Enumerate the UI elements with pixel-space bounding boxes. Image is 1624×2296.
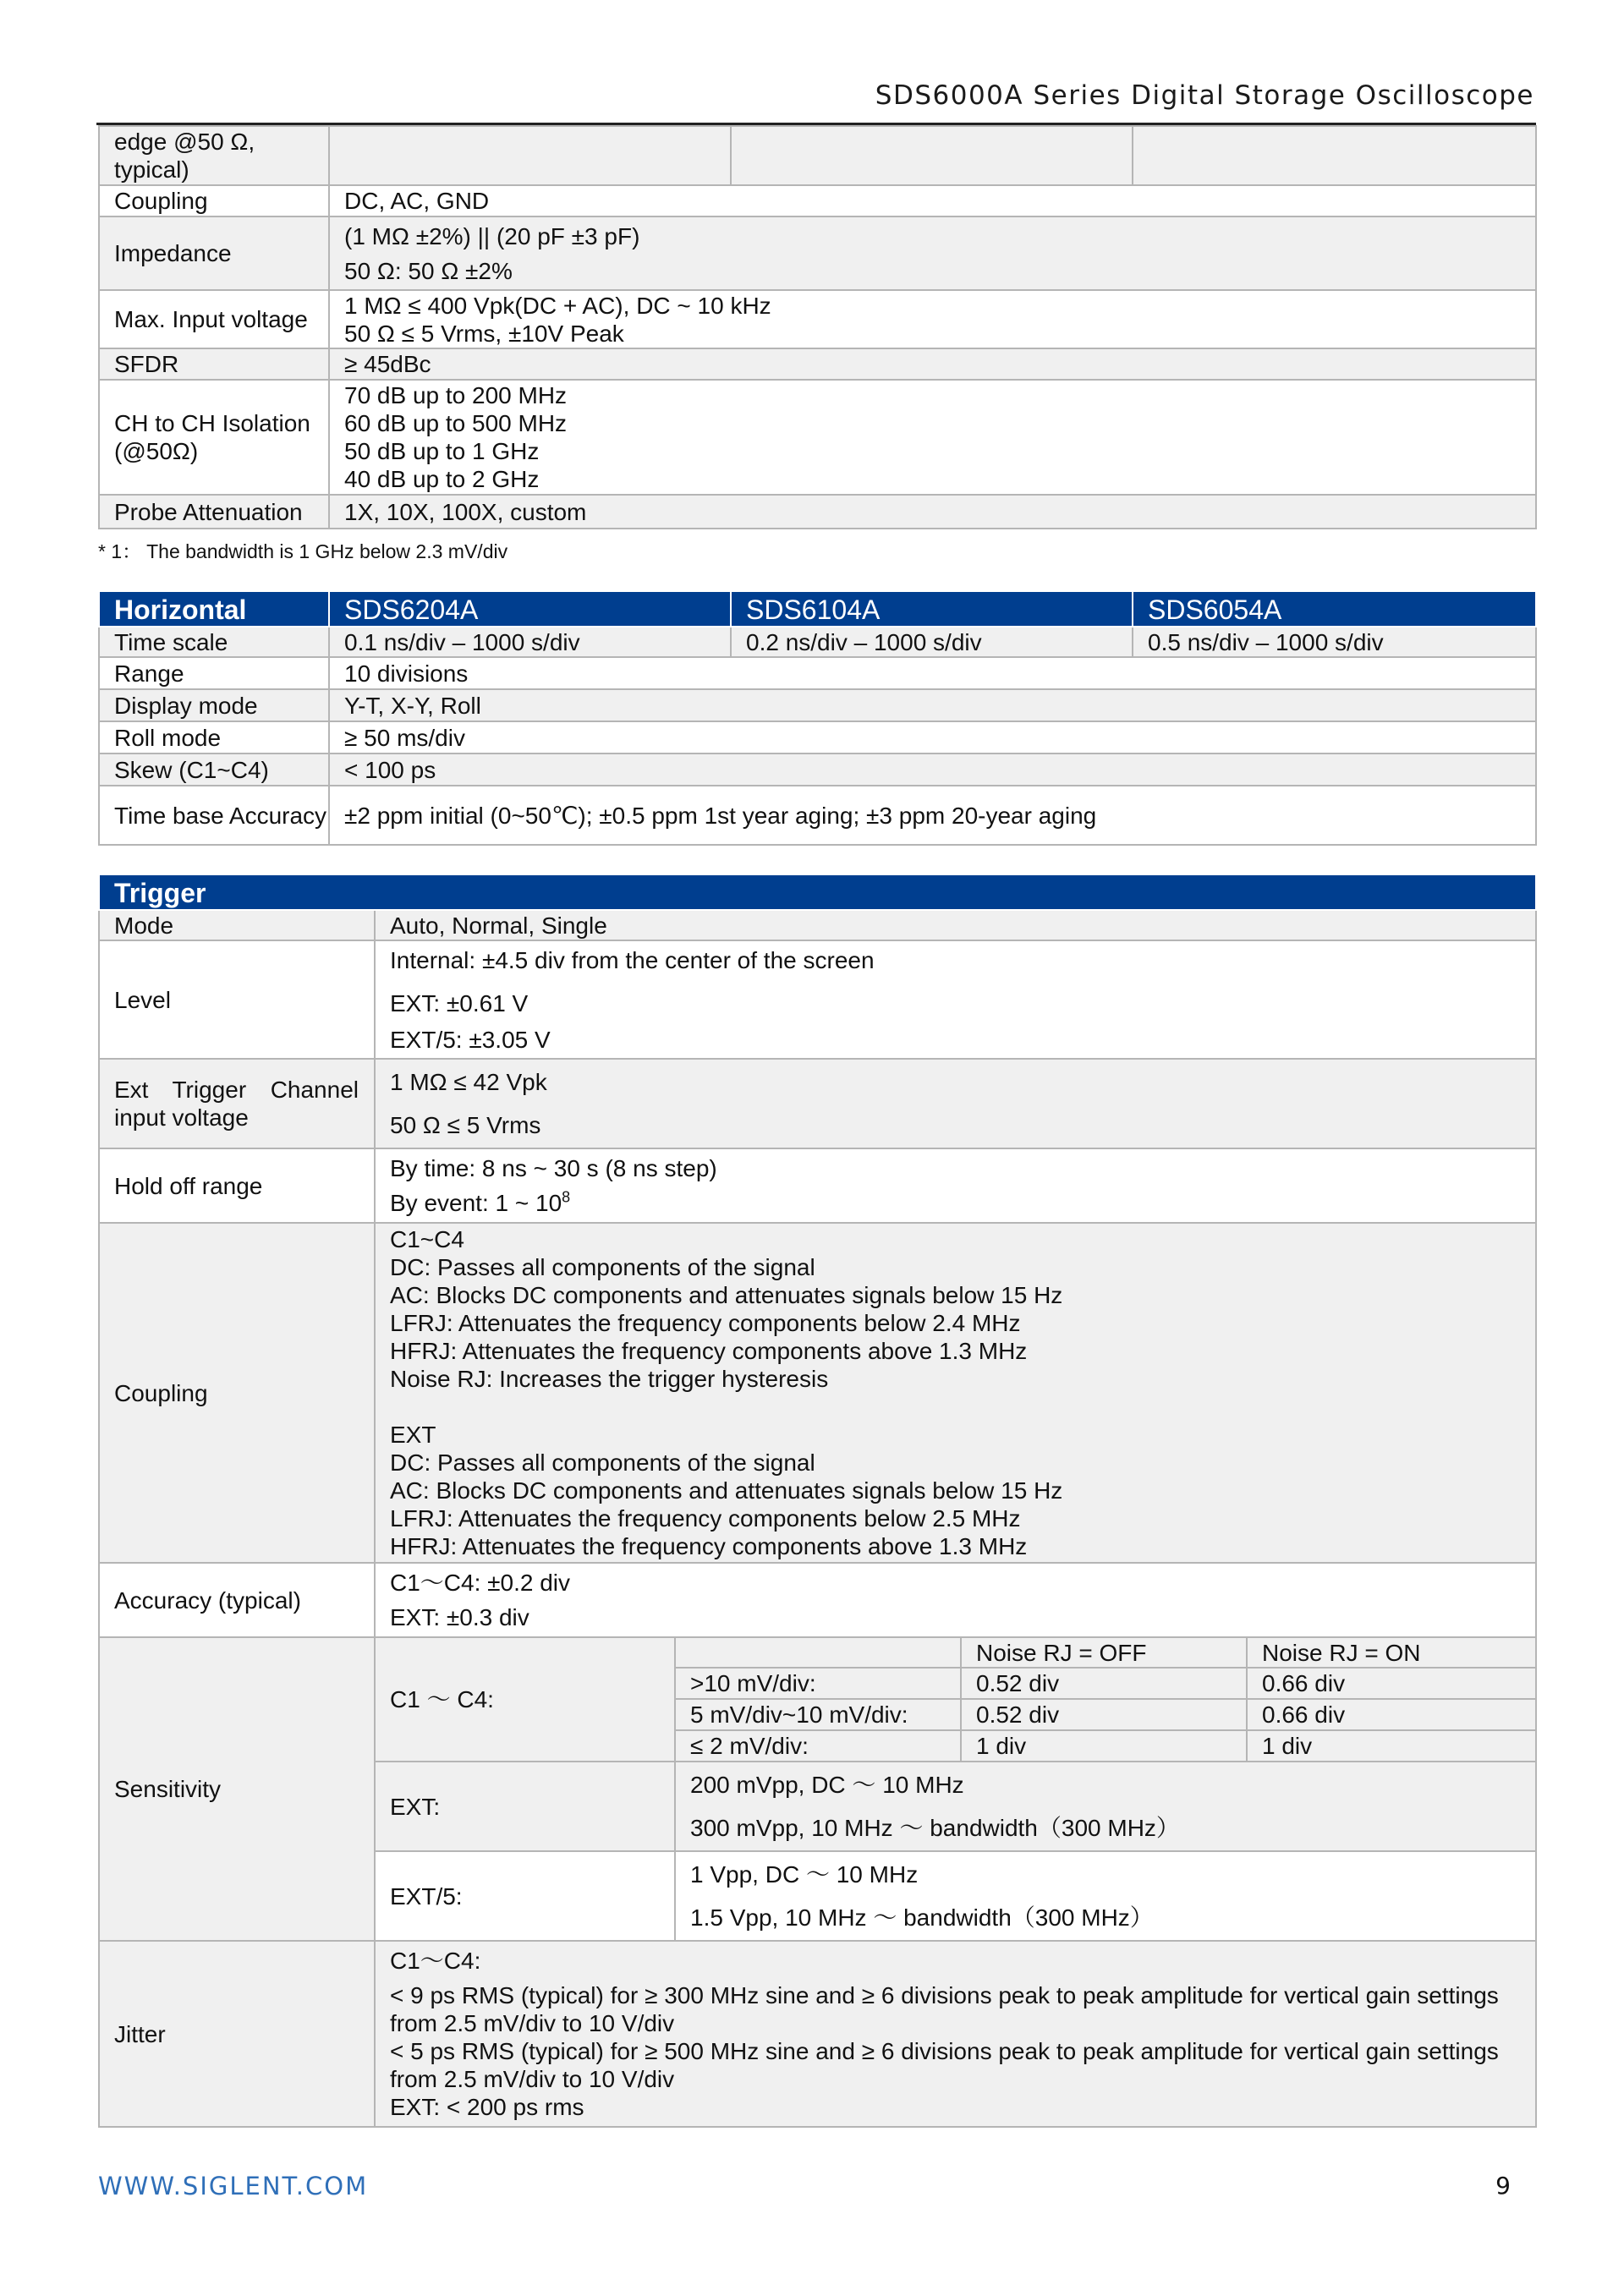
sensitivity-off: 0.52 div [961,1668,1247,1699]
model-header: SDS6204A [329,591,731,627]
spec-value: Auto, Normal, Single [375,910,1536,940]
section-title-trigger: Trigger [99,874,1536,910]
spec-value: Internal: ±4.5 div from the center of the screen EXT: ±0.61 V EXT/5: ±3.05 V [375,940,1536,1059]
spec-label: Skew (C1~C4) [99,753,329,786]
spec-label: Time base Accuracy [99,786,329,845]
sensitivity-col-header: Noise RJ = OFF [961,1637,1247,1668]
spec-label: Hold off range [99,1148,375,1223]
spec-label: Mode [99,910,375,940]
spec-value: C1～C4: ±0.2 div EXT: ±0.3 div [375,1563,1536,1637]
spec-value: ±2 ppm initial (0~50℃); ±0.5 ppm 1st year aging; ±3 ppm 20-year aging [329,786,1536,845]
sensitivity-col-header: Noise RJ = ON [1247,1637,1536,1668]
sensitivity-range: 5 mV/div~10 mV/div: [675,1699,961,1730]
spec-value: < 100 ps [329,753,1536,786]
spec-label: Impedance [99,216,329,290]
spec-value: ≥ 45dBc [329,348,1536,380]
spec-value: 0.2 ns/div – 1000 s/div [731,627,1133,657]
spec-value: 1X, 10X, 100X, custom [329,495,1536,529]
spec-label: Roll mode [99,721,329,753]
spec-label: Level [99,940,375,1059]
spec-label: Sensitivity [99,1637,375,1941]
spec-label: Range [99,657,329,689]
spec-value: ≥ 50 ms/div [329,721,1536,753]
spec-value: DC, AC, GND [329,185,1536,216]
page-number: 9 [1495,2172,1511,2200]
sensitivity-on: 0.66 div [1247,1668,1536,1699]
spec-label: CH to CH Isolation (@50Ω) [99,380,329,495]
spec-value: 1 MΩ ≤ 400 Vpk(DC + AC), DC ~ 10 kHz 50 Ω ≤ 5 Vrms, ±10V Peak [329,290,1536,348]
section-title-horizontal: Horizontal [99,591,329,627]
spec-label: Ext Trigger Channel input voltage [99,1059,375,1148]
spec-value: C1~C4 DC: Passes all components of the signal AC: Blocks DC components and attenuates signals below 15 Hz LFRJ: Attenuates the frequency components below 2.4 MHz HFRJ: Attenuates the frequency components above 1.3 MHz Noise RJ: Increases the trigger hysteresis EXT DC: Passes all components of the signal AC: Blocks DC components and attenuates signals below 15 Hz LFRJ: Attenuates the frequency components below 2.5 MHz HFRJ: Attenuates the frequency components above 1.3 MHz [375,1223,1536,1563]
sensitivity-on: 0.66 div [1247,1699,1536,1730]
sensitivity-range: >10 mV/div: [675,1668,961,1699]
spec-label: SFDR [99,348,329,380]
footer-website-link[interactable]: WWW.SIGLENT.COM [98,2172,369,2200]
sensitivity-ext-values: 200 mVpp, DC ～ 10 MHz 300 mVpp, 10 MHz ～ bandwidth（300 MHz） [675,1762,1536,1851]
model-header: SDS6104A [731,591,1133,627]
sensitivity-ext5-values: 1 Vpp, DC ～ 10 MHz 1.5 Vpp, 10 MHz ～ bandwidth（300 MHz） [675,1851,1536,1941]
trigger-spec-table [98,874,1537,2128]
sensitivity-off: 1 div [961,1730,1247,1762]
spec-label: Accuracy (typical) [99,1563,375,1637]
footnote: * 1： The bandwidth is 1 GHz below 2.3 mV/div [98,540,508,562]
spec-label: Display mode [99,689,329,721]
spec-value: 0.1 ns/div – 1000 s/div [329,627,731,657]
sensitivity-ext-label: EXT: [375,1762,675,1851]
spec-value: By time: 8 ns ~ 30 s (8 ns step) By event: 1 ~ $10^8$ [375,1148,1536,1223]
spec-label: Time scale [99,627,329,657]
spec-value: Y-T, X-Y, Roll [329,689,1536,721]
spec-value: (1 MΩ ±2%) || (20 pF ±3 pF) 50 Ω: 50 Ω ±2% [329,216,1536,290]
spec-label: Jitter [99,1941,375,2127]
spec-label: Max. Input voltage [99,290,329,348]
sensitivity-on: 1 div [1247,1730,1536,1762]
vertical-spec-table [98,125,1537,529]
model-header: SDS6054A [1133,591,1536,627]
spec-value: 0.5 ns/div – 1000 s/div [1133,627,1536,657]
spec-value: 10 divisions [329,657,1536,689]
horizontal-spec-table [98,590,1537,846]
spec-label: Coupling [99,1223,375,1563]
spec-label: Coupling [99,185,329,216]
spec-value: C1～C4: < 9 ps RMS (typical) for ≥ 300 MHz sine and ≥ 6 divisions peak to peak amplitude for vertical gain settings from 2.5 mV/div to 10 V/div < 5 ps RMS (typical) for ≥ 500 MHz sine and ≥ 6 divisions peak to peak amplitude for vertical gain settings from 2.5 mV/div to 10 V/div EXT: < 200 ps rms [375,1941,1536,2127]
sensitivity-channel-label: C1 ～ C4: [375,1637,675,1762]
spec-label: Probe Attenuation [99,495,329,529]
sensitivity-off: 0.52 div [961,1699,1247,1730]
sensitivity-range: ≤ 2 mV/div: [675,1730,961,1762]
sensitivity-ext5-label: EXT/5: [375,1851,675,1941]
page-header-title: SDS6000A Series Digital Storage Oscilloscope [875,80,1534,111]
spec-value: 1 MΩ ≤ 42 Vpk 50 Ω ≤ 5 Vrms [375,1059,1536,1148]
spec-label: edge @50 Ω, typical) [99,126,329,185]
spec-value: 70 dB up to 200 MHz 60 dB up to 500 MHz 50 dB up to 1 GHz 40 dB up to 2 GHz [329,380,1536,495]
